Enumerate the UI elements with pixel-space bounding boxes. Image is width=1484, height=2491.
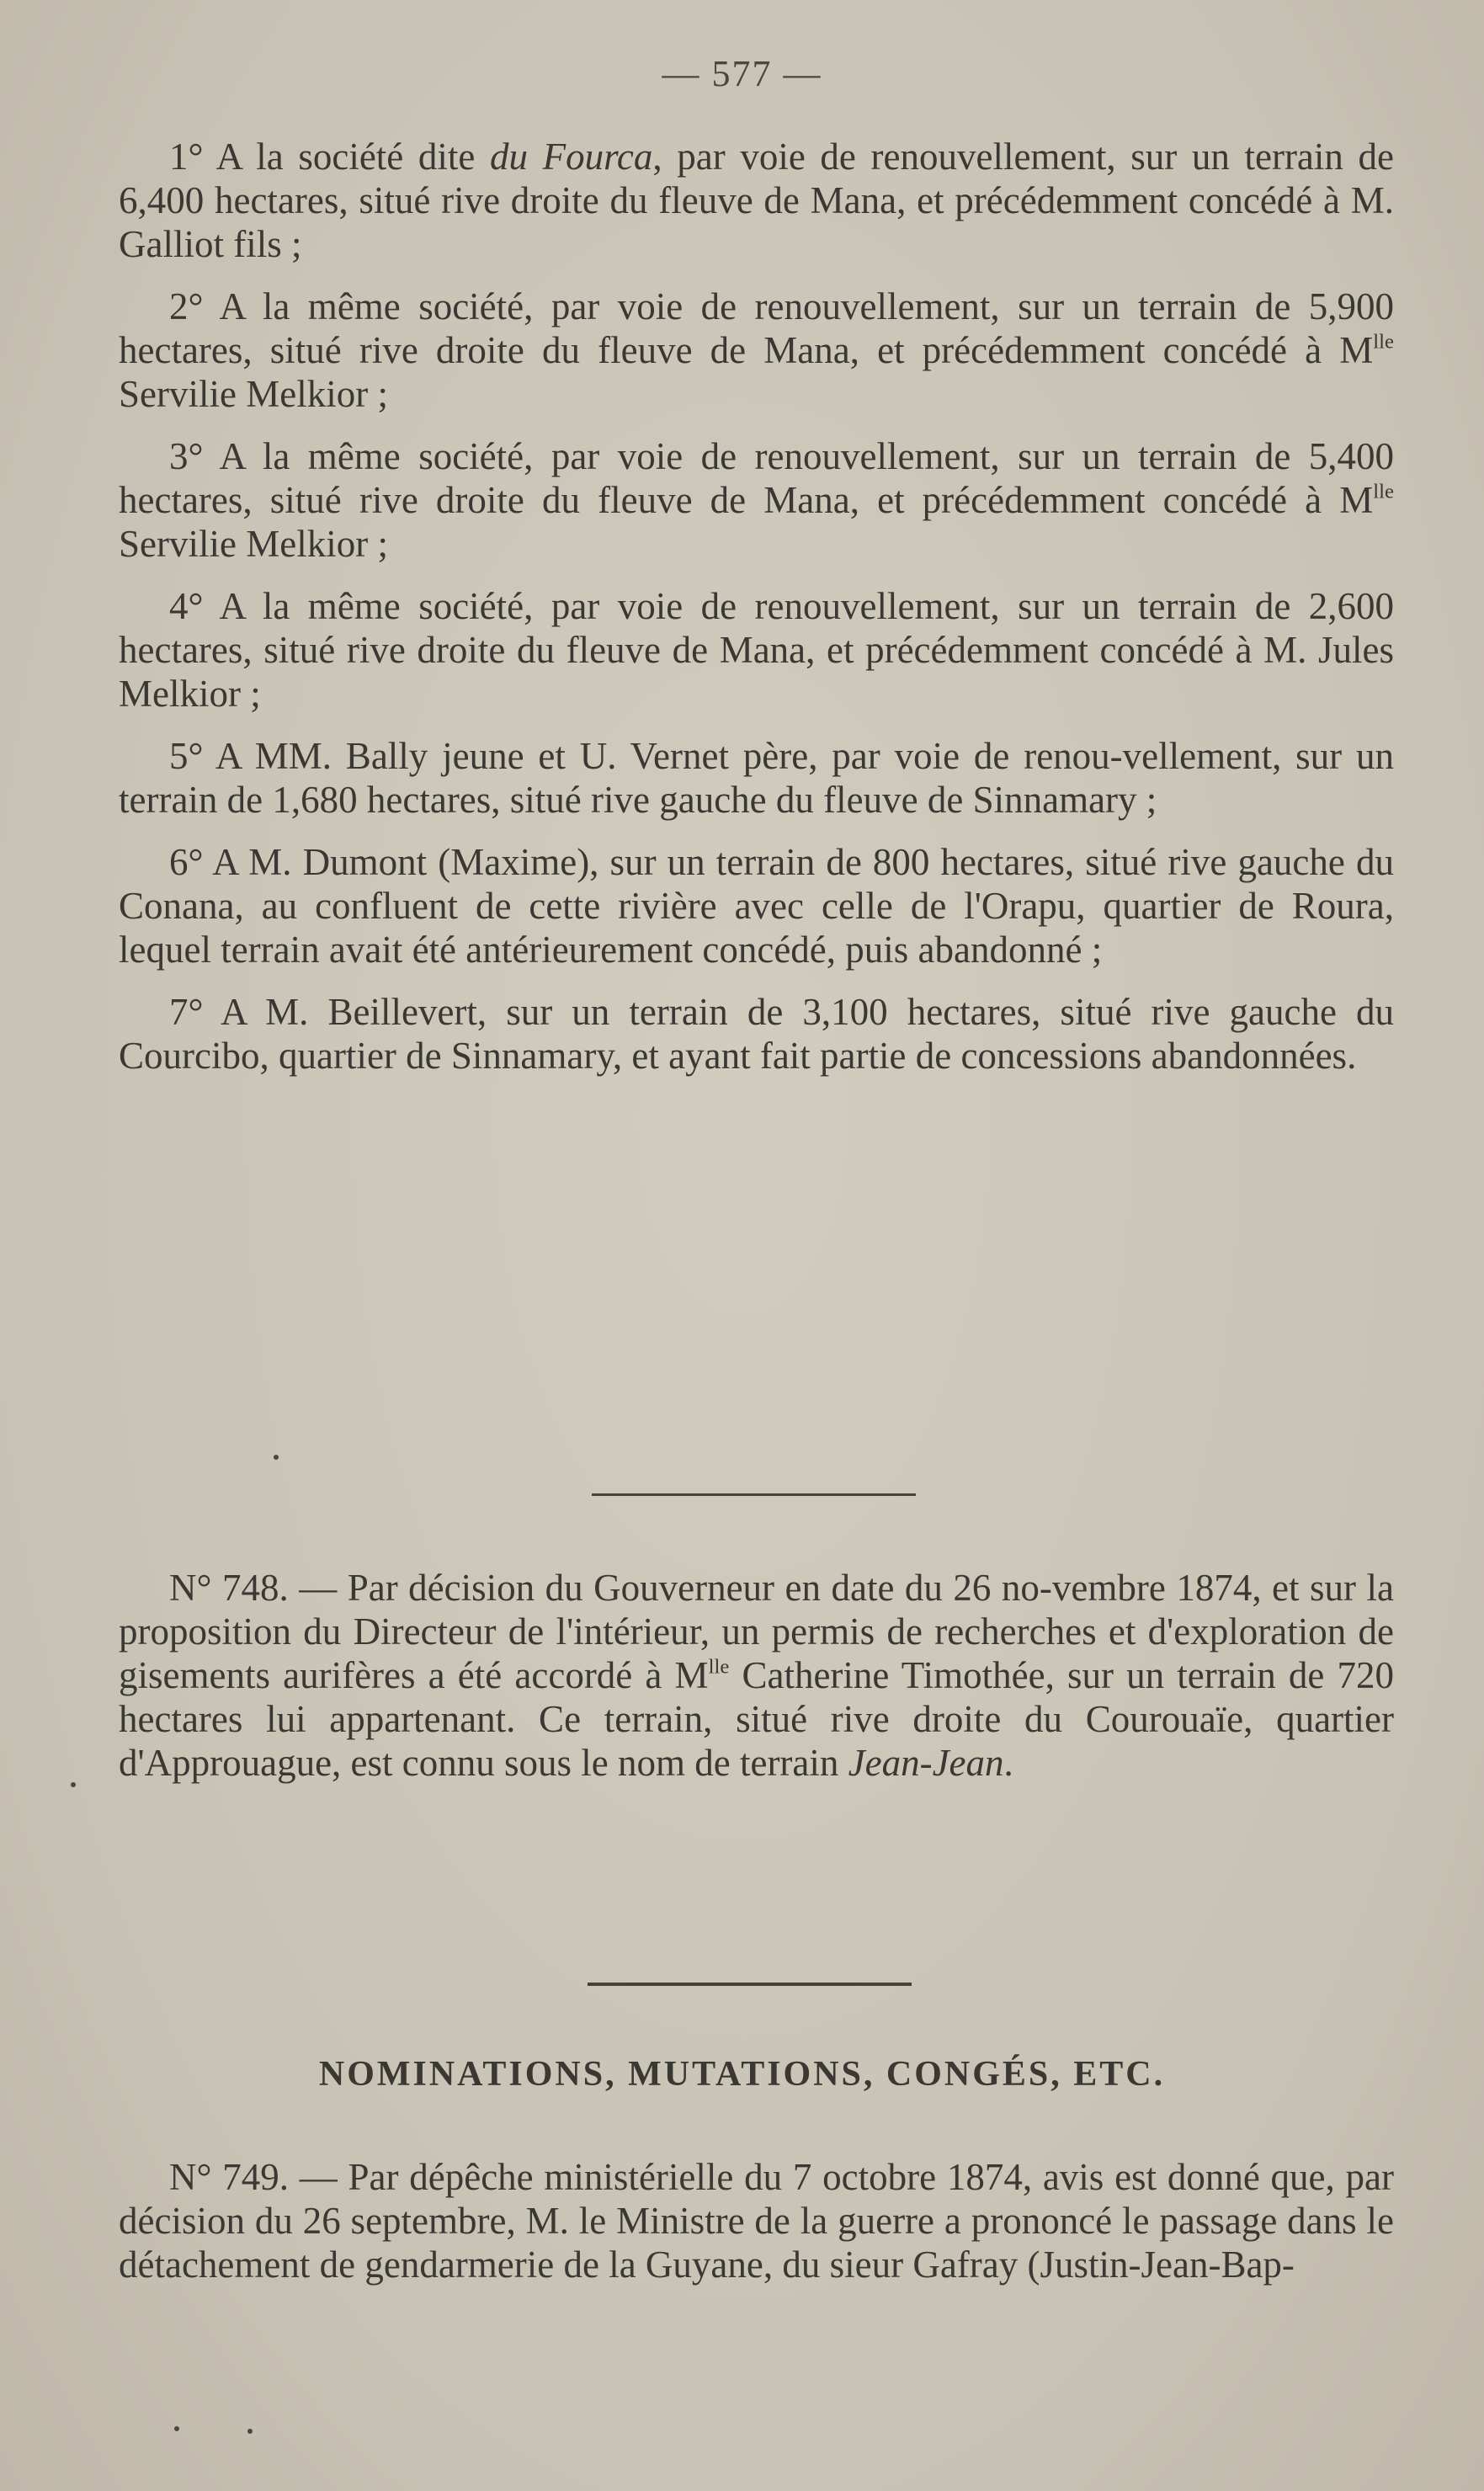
paragraph: 2° A la même société, par voie de renouvellement, sur un terrain de 5,900 hectares, situé rive droite du fleuve de Mana, et précédemment concédé à $M^{lle}$ Servilie Melkior ;	[119, 285, 1394, 415]
paragraph: 5° A MM. Bally jeune et U. Vernet père, par voie de renou-vellement, sur un terrain de 1,680 hectares, situé rive gauche du fleuve de Sinnamary ;	[119, 735, 1394, 821]
decision-748	[119, 1566, 1394, 1785]
separator-rule	[588, 1983, 912, 1986]
paragraph: 4° A la même société, par voie de renouvellement, sur un terrain de 2,600 hectares, situé rive droite du fleuve de Mana, et précédemment concédé à M. Jules Melkior ;	[119, 585, 1394, 715]
print-speck	[247, 2429, 253, 2434]
print-speck	[174, 2426, 179, 2431]
concessions-list	[119, 135, 1394, 1078]
paragraph: N° 748. — Par décision du Gouverneur en date du 26 no-vembre 1874, et sur la proposition du Directeur de l'intérieur, un permis de recherches et d'exploration de gisements aurifères a été accordé à $M^{lle}$ Catherine Timothée, sur un terrain de 720 hectares lui appartenant. Ce terrain, situé rive droite du Courouaïe, quartier d'Approuague, est connu sous le nom de terrain Jean-Jean.	[119, 1567, 1394, 1784]
section-heading: NOMINATIONS, MUTATIONS, CONGÉS, ETC.	[318, 2055, 1166, 2094]
print-speck	[274, 1455, 279, 1460]
paragraph: N° 749. — Par dépêche ministérielle du 7 octobre 1874, avis est donné que, par décision du 26 septembre, M. le Ministre de la guerre a prononcé le passage dans le détachement de gendarmerie de la Guyane, du sieur Gafray (Justin-Jean-Bap-	[119, 2156, 1394, 2286]
paragraph: 7° A M. Beillevert, sur un terrain de 3,100 hectares, situé rive gauche du Courcibo, quartier de Sinnamary, et ayant fait partie de concessions abandonnées.	[119, 991, 1394, 1077]
decision-749	[119, 2155, 1394, 2286]
page-number: — 577 —	[662, 53, 822, 94]
print-speck	[71, 1782, 76, 1787]
paragraph: 3° A la même société, par voie de renouvellement, sur un terrain de 5,400 hectares, situé rive droite du fleuve de Mana, et précédemment concédé à $M^{lle}$ Servilie Melkior ;	[119, 435, 1394, 565]
paragraph: 1° A la société dite du Fourca, par voie de renouvellement, sur un terrain de 6,400 hectares, situé rive droite du fleuve de Mana, et précédemment concédé à M. Galliot fils ;	[119, 136, 1394, 265]
separator-rule	[592, 1493, 916, 1496]
paragraph: 6° A M. Dumont (Maxime), sur un terrain de 800 hectares, situé rive gauche du Conana, au confluent de cette rivière avec celle de l'Orapu, quartier de Roura, lequel terrain avait été antérieurement concédé, puis abandonné ;	[119, 841, 1394, 971]
